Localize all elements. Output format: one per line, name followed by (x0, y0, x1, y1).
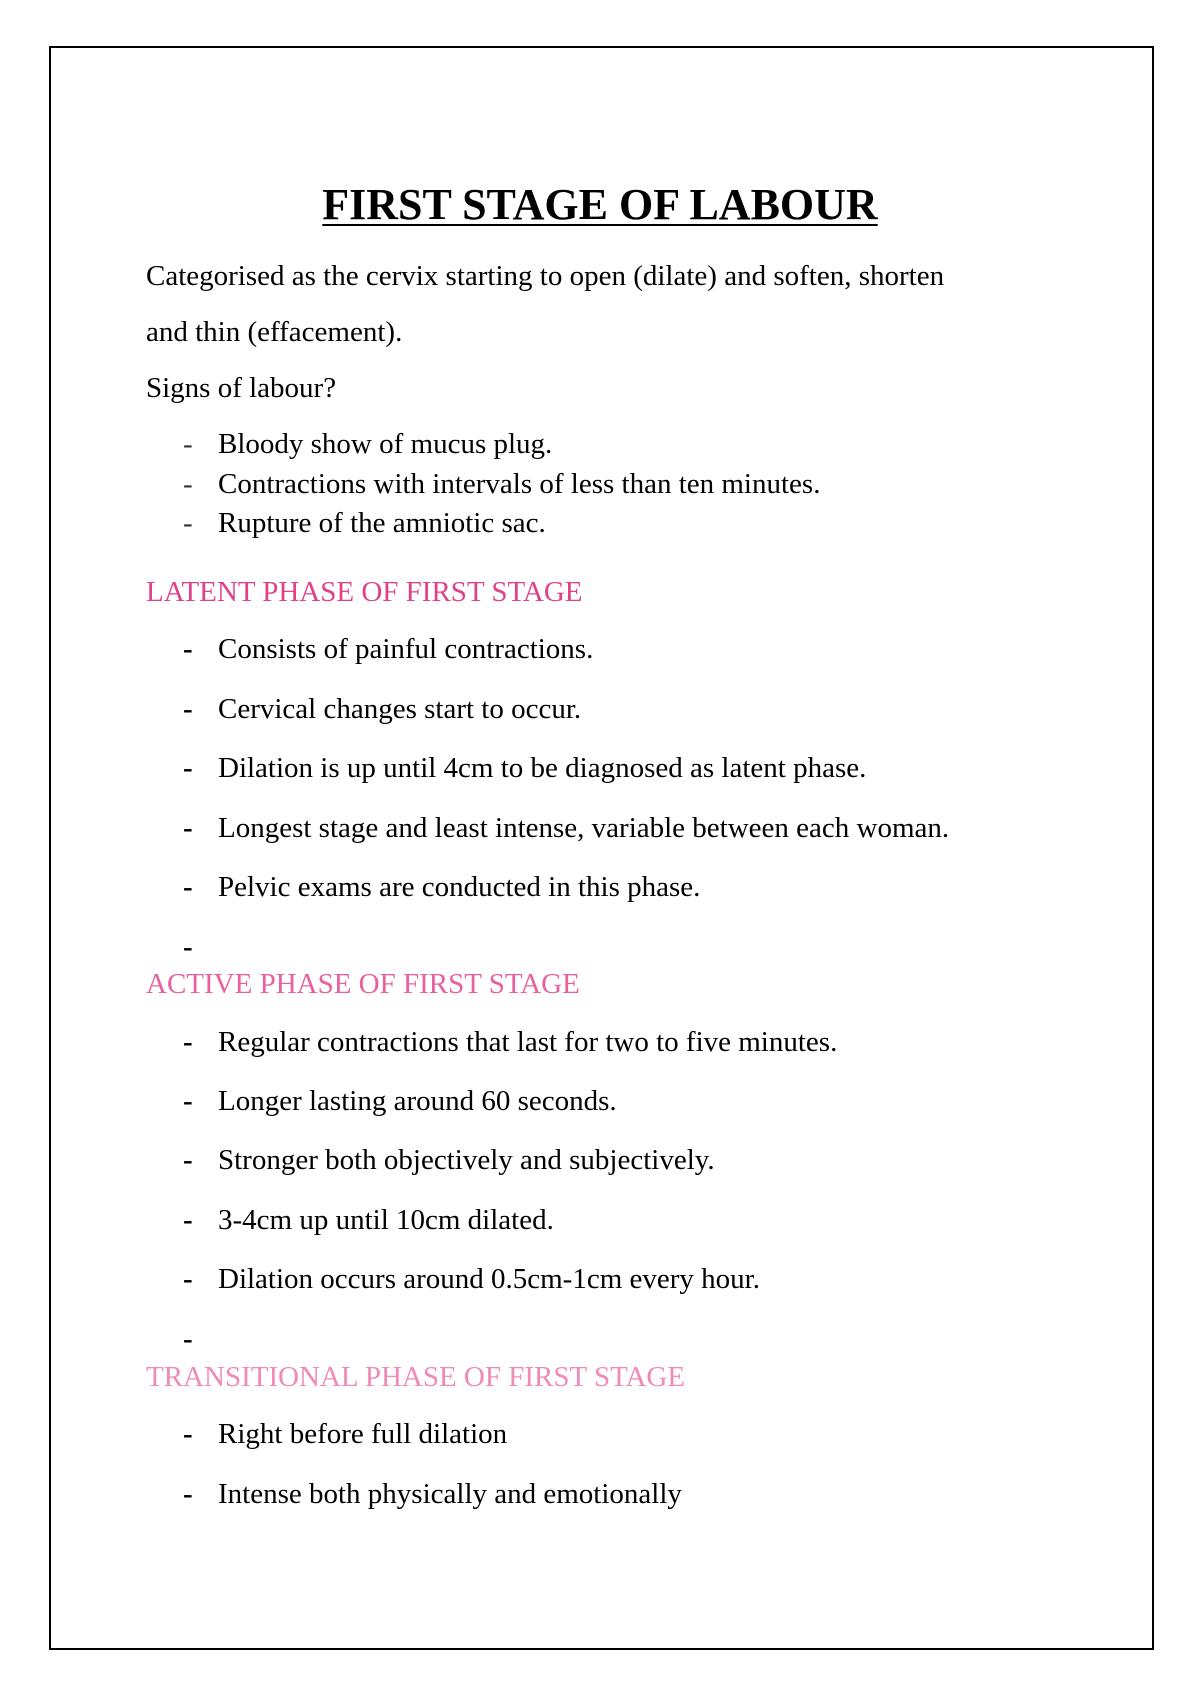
signs-question: Signs of labour? (146, 372, 337, 404)
bullet-marker: - (183, 1418, 193, 1450)
transitional-phase-heading: TRANSITIONAL PHASE OF FIRST STAGE (146, 1361, 686, 1393)
list-item-text: Rupture of the amniotic sac. (218, 507, 546, 539)
latent-phase-heading: LATENT PHASE OF FIRST STAGE (146, 576, 583, 608)
list-item-text: Contractions with intervals of less than ten minutes. (218, 468, 821, 500)
document-title: FIRST STAGE OF LABOUR (322, 180, 878, 229)
bullet-marker: - (183, 1085, 193, 1117)
bullet-marker: - (183, 693, 193, 725)
bullet-marker: - (183, 1204, 193, 1236)
bullet-marker: - (183, 812, 193, 844)
list-item-text: Stronger both objectively and subjectively. (218, 1144, 715, 1176)
list-item-text: Pelvic exams are conducted in this phase. (218, 871, 701, 903)
list-item (183, 1024, 837, 1060)
list-item-text: Longer lasting around 60 seconds. (218, 1085, 617, 1117)
list-item (183, 1142, 715, 1178)
list-item (183, 810, 949, 846)
list-item (183, 1202, 554, 1238)
list-item (183, 505, 546, 541)
intro-line-2: and thin (effacement). (146, 316, 403, 348)
list-item-text: Dilation is up until 4cm to be diagnosed as latent phase. (218, 752, 867, 784)
list-item-text: Longest stage and least intense, variable between each woman. (218, 812, 950, 844)
list-item-text: Dilation occurs around 0.5cm-1cm every hour. (218, 1263, 760, 1295)
list-item-text: Intense both physically and emotionally (218, 1478, 682, 1510)
bullet-marker: - (183, 752, 193, 784)
active-phase-heading: ACTIVE PHASE OF FIRST STAGE (146, 968, 580, 1000)
bullet-marker: - (183, 871, 193, 903)
list-item (183, 1083, 617, 1119)
list-item-text: Bloody show of mucus plug. (218, 428, 553, 460)
bullet-marker: - (183, 633, 193, 665)
bullet-marker: - (183, 1144, 193, 1176)
list-item (183, 1476, 682, 1512)
list-item (183, 929, 218, 965)
list-item (183, 869, 700, 905)
list-item (183, 466, 820, 502)
intro-line-1: Categorised as the cervix starting to open (dilate) and soften, shorten (146, 260, 945, 292)
dash-marker: - (183, 468, 193, 500)
list-item (183, 1321, 218, 1357)
list-item-text: Cervical changes start to occur. (218, 693, 582, 725)
bullet-marker: - (183, 1323, 193, 1355)
bullet-marker: - (183, 1478, 193, 1510)
list-item-text: 3-4cm up until 10cm dilated. (218, 1204, 554, 1236)
list-item (183, 426, 552, 462)
list-item (183, 691, 581, 727)
list-item (183, 750, 866, 786)
dash-marker: - (183, 428, 193, 460)
bullet-marker: - (183, 1026, 193, 1058)
bullet-marker: - (183, 1263, 193, 1295)
list-item-text: Consists of painful contractions. (218, 633, 594, 665)
dash-marker: - (183, 507, 193, 539)
list-item (183, 1261, 760, 1297)
list-item-text: Right before full dilation (218, 1418, 508, 1450)
list-item (183, 631, 593, 667)
list-item-text: Regular contractions that last for two to five minutes. (218, 1026, 838, 1058)
list-item (183, 1416, 507, 1452)
bullet-marker: - (183, 931, 193, 963)
